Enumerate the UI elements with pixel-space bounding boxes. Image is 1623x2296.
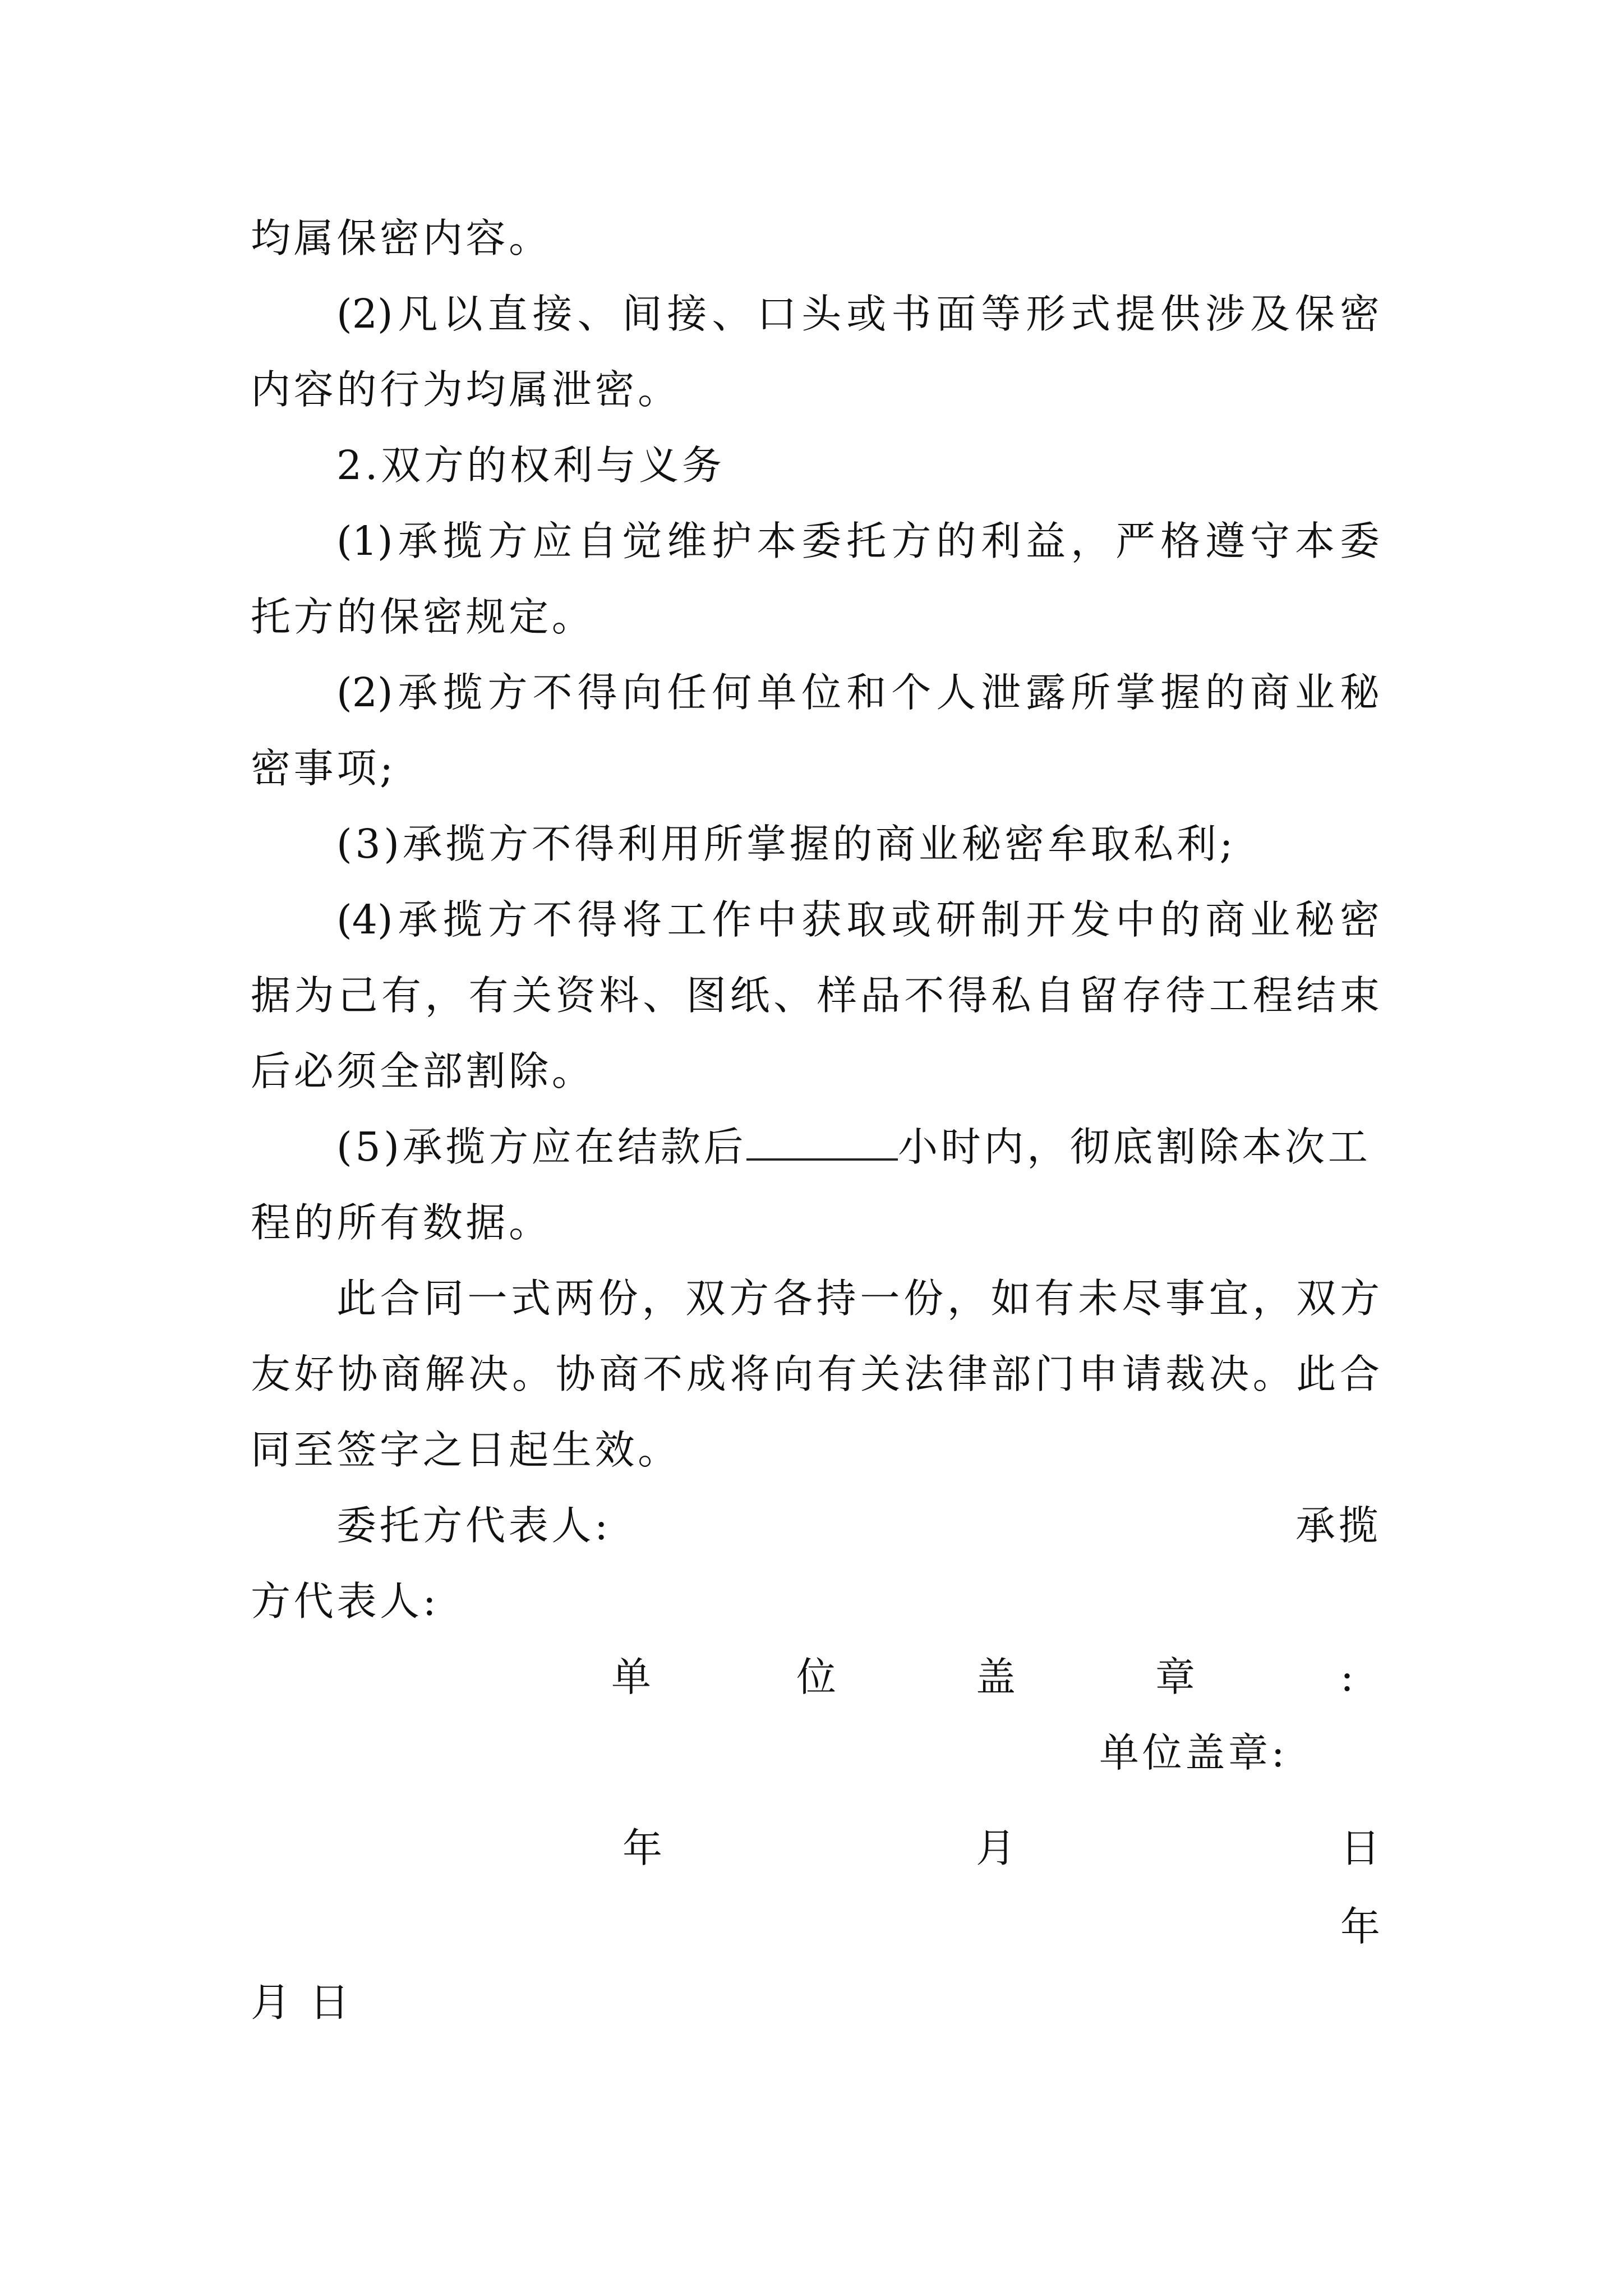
seal-char-3: 盖: [976, 1654, 1016, 1700]
hours-blank[interactable]: [746, 1124, 898, 1161]
client-representative-label: 委托方代表人:: [336, 1502, 611, 1549]
para-line-14: 程的所有数据。: [251, 1199, 552, 1246]
para-line-11: 据为己有，有关资料、图纸、样品不得私自留存待工程结束: [251, 972, 1380, 1019]
para-line-17: 同至签字之日起生效。: [251, 1427, 681, 1473]
date-month-label: 月: [976, 1825, 1016, 1871]
date-day-label: 日: [1340, 1825, 1381, 1871]
seal-char-4: 章: [1155, 1654, 1196, 1700]
para-line-15: 此合同一式两份，双方各持一份，如有未尽事宜，双方: [336, 1275, 1380, 1322]
para-line-5: (1)承揽方应自觉维护本委托方的利益，严格遵守本委: [336, 518, 1380, 564]
date-month-day-label: 月 日: [251, 1979, 353, 2026]
para-line-9: (3)承揽方不得利用所掌握的商业秘密牟取私利;: [336, 821, 1237, 867]
para-line-6: 托方的保密规定。: [251, 593, 595, 640]
seal-char-5: :: [1340, 1654, 1354, 1700]
para-line-13-end: 小时内，彻底割除本次工: [898, 1124, 1371, 1170]
para-line-12: 后必须全部割除。: [251, 1048, 595, 1094]
seal-label-right: 单位盖章:: [1099, 1729, 1288, 1776]
para-line-10: (4)承揽方不得将工作中获取或研制开发中的商业秘密: [336, 896, 1380, 943]
date-year-label-right: 年: [1340, 1903, 1381, 1950]
seal-char-1: 单: [611, 1654, 652, 1700]
para-line-2: (2)凡以直接、间接、口头或书面等形式提供涉及保密: [336, 291, 1380, 337]
contractor-representative-label-start: 承揽: [1295, 1502, 1382, 1549]
date-year-label: 年: [623, 1825, 663, 1871]
para-line-8: 密事项;: [251, 745, 396, 792]
para-line-3: 内容的行为均属泄密。: [251, 366, 681, 413]
para-line-7: (2)承揽方不得向任何单位和个人泄露所掌握的商业秘: [336, 669, 1380, 716]
para-line-1: 均属保密内容。: [251, 215, 552, 261]
para-line-13-start: (5)承揽方应在结款后: [336, 1124, 747, 1170]
para-line-16: 友好协商解决。协商不成将向有关法律部门申请裁决。此合: [251, 1351, 1380, 1397]
contractor-representative-label-end: 方代表人:: [251, 1578, 440, 1625]
seal-char-2: 位: [796, 1654, 837, 1700]
section-heading: 2.双方的权利与义务: [336, 442, 725, 489]
para-line-13: [336, 1119, 1371, 1175]
